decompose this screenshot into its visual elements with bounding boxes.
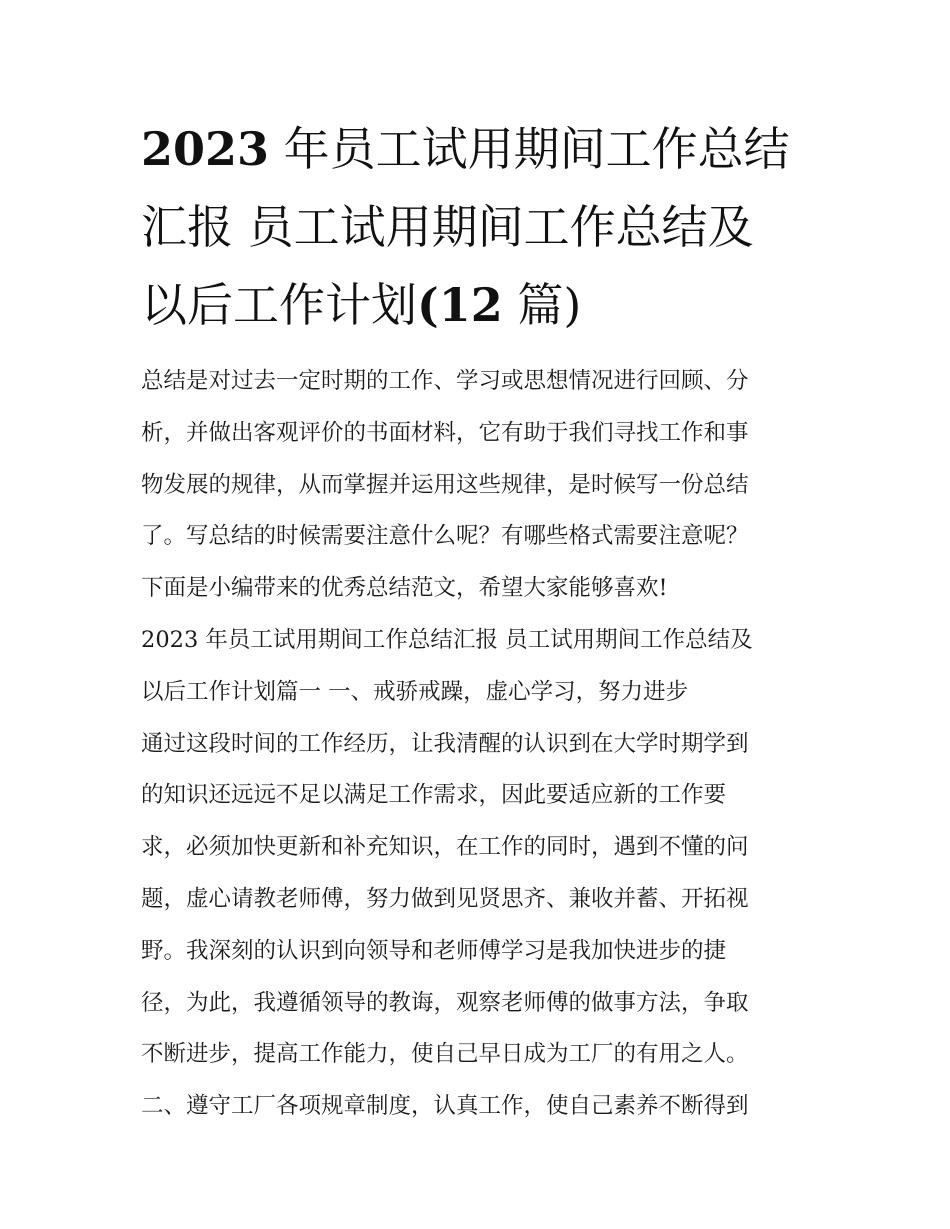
document-title bbox=[141, 110, 821, 344]
body-line: 的知识还远远不足以满足工作需求，因此要适应新的工作要 bbox=[141, 782, 727, 809]
body-line: 了。写总结的时候需要注意什么呢？有哪些格式需要注意呢？ bbox=[141, 523, 749, 550]
title-line-2-text: 汇报 员工试用期间工作总结及 bbox=[141, 200, 754, 254]
title-count: (12 bbox=[417, 278, 503, 332]
body-line: 析，并做出客观评价的书面材料，它有助于我们寻找工作和事 bbox=[141, 419, 749, 446]
title-year: 2023 bbox=[141, 122, 270, 176]
body-line: 2023 年员工试用期间工作总结汇报 员工试用期间工作总结及 bbox=[141, 626, 753, 653]
body-line: 野。我深刻的认识到向领导和老师傅学习是我加快进步的捷 bbox=[141, 937, 727, 964]
title-line-1 bbox=[141, 110, 821, 188]
body-line: 以后工作计划篇一 一、戒骄戒躁，虚心学习，努力进步 bbox=[141, 678, 689, 705]
title-line-1-text: 年员工试用期间工作总结 bbox=[283, 122, 790, 176]
body-line: 下面是小编带来的优秀总结范文，希望大家能够喜欢! bbox=[141, 575, 668, 602]
body-line: 不断进步，提高工作能力，使自己早日成为工厂的有用之人。 bbox=[141, 1041, 749, 1068]
body-line: 二、遵守工厂各项规章制度，认真工作，使自己素养不断得到 bbox=[141, 1093, 749, 1120]
body-line: 总结是对过去一定时期的工作、学习或思想情况进行回顾、分 bbox=[141, 368, 749, 394]
body-line: 径，为此，我遵循领导的教诲，观察老师傅的做事方法，争取 bbox=[141, 989, 749, 1016]
title-line-3 bbox=[141, 266, 821, 344]
title-line-3-pre: 以后工作计划 bbox=[141, 278, 417, 332]
title-line-2 bbox=[141, 188, 821, 266]
body-text bbox=[141, 356, 831, 1133]
body-line: 通过这段时间的工作经历，让我清醒的认识到在大学时期学到 bbox=[141, 730, 749, 757]
body-line: 求，必须加快更新和补充知识，在工作的同时，遇到不懂的问 bbox=[141, 834, 749, 861]
body-line: 物发展的规律，从而掌握并运用这些规律，是时候写一份总结 bbox=[141, 471, 749, 498]
title-line-3-text: 篇) bbox=[517, 278, 582, 332]
body-line: 题，虚心请教老师傅，努力做到见贤思齐、兼收并蓄、开拓视 bbox=[141, 885, 749, 912]
